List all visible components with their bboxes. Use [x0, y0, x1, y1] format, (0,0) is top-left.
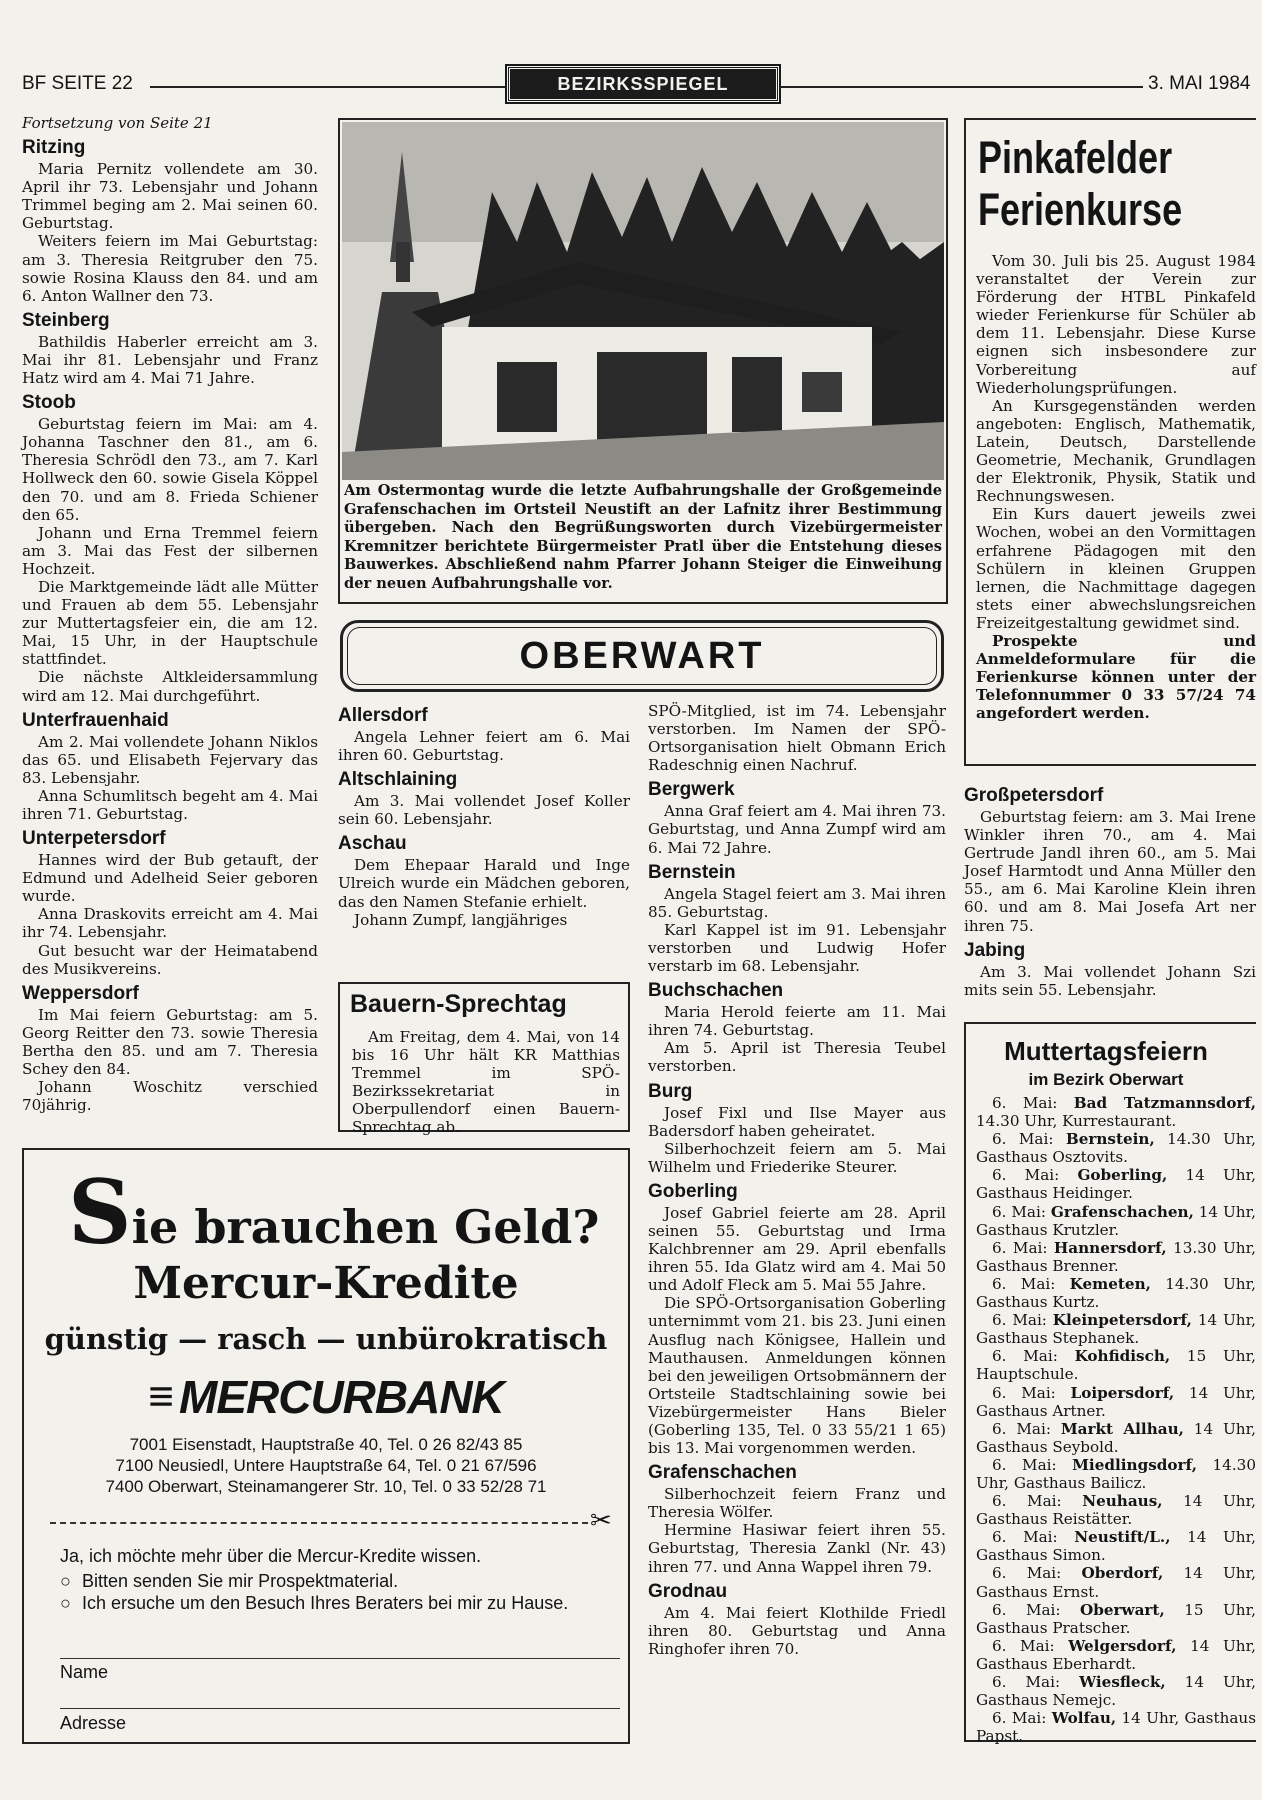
muttertag-entry — [976, 1130, 1256, 1166]
article-heading: Steinberg — [22, 309, 110, 331]
muttertag-entry-rest: 14 Uhr, Gasthaus Krutzler. — [976, 1202, 1256, 1239]
ferienkurse-paragraph: Vom 30. Juli bis 25. August 1984 veranstaltet der Verein zur Förderung der HTBL Pinkafeld wieder Ferienkurse für Schüler ab dem 11. Lebensjahr. Diese Kurse eignen sich insbesondere zur Vorbereitung auf Wiederholungsprüfungen. — [976, 252, 1256, 397]
ad-headline — [68, 1160, 600, 1264]
muttertag-entry-rest: 14.30 Uhr, Gasthaus Kurtz. — [976, 1274, 1256, 1312]
article-paragraph: Dem Ehepaar Harald und Inge Ulreich wurde ein Mädchen geboren, das den Namen Stefanie erhielt. — [338, 856, 630, 911]
muttertag-entry-rest: 14.30 Uhr, Gasthaus Bailicz. — [976, 1455, 1256, 1492]
muttertag-entry-pre: 6. Mai: — [992, 1166, 1078, 1185]
article-paragraph: Geburtstag feiern im Mai: am 4. Johanna Taschner den 81., am 6. Theresia Schrödl den 73., am 7. Karl Hollweck den 60. sowie Gisela Köppel den 70. und am 8. Frieda Schiener den 65. — [22, 415, 318, 524]
ferienkurse-title-line1: Pinkafelder — [978, 132, 1173, 183]
article-paragraph: Angela Lehner feiert am 6. Mai ihren 60. Geburtstag. — [338, 728, 630, 765]
muttertag-entry-rest: 14 Uhr, Gasthaus Simon. — [976, 1528, 1256, 1565]
muttertag-title: Muttertagsfeiern — [1004, 1036, 1208, 1066]
muttertag-entry — [976, 1275, 1256, 1311]
continuation-note: Fortsetzung von Seite 21 — [22, 114, 213, 132]
article-paragraph: Angela Stagel feiert am 3. Mai ihren 85. Geburtstag. — [648, 884, 946, 921]
oberwart-banner — [340, 620, 944, 692]
coupon-option[interactable] — [60, 1592, 620, 1614]
article-paragraph: Johann Zumpf, langjähriges — [354, 910, 568, 929]
muttertag-entry-pre: 6. Mai: — [992, 1347, 1075, 1366]
section-banner — [507, 66, 779, 102]
muttertag-entry-rest: 14 Uhr, Gasthaus Seybold. — [976, 1419, 1257, 1456]
muttertag-entry-place: Grafenschachen, — [1050, 1202, 1194, 1221]
muttertag-entry-rest: 14 Uhr, Gasthaus Stephanek. — [976, 1311, 1256, 1348]
article-heading: Bergwerk — [648, 779, 735, 801]
muttertag-entry — [976, 1384, 1256, 1420]
muttertag-entry-rest: 14 Uhr, Gasthaus Ernst. — [976, 1564, 1256, 1601]
muttertag-entry-place: Markt Allhau, — [1060, 1419, 1184, 1438]
muttertag-entry-rest: 14 Uhr, Gasthaus Papst. — [976, 1709, 1256, 1746]
muttertag-entry — [976, 1420, 1256, 1456]
ferienkurse-box — [964, 118, 1256, 766]
muttertag-entry — [976, 1166, 1256, 1202]
section-title: BEZIRKSSPIEGEL — [557, 73, 729, 94]
issue-date: 3. MAI 1984 — [1148, 73, 1251, 94]
article-heading: Weppersdorf — [22, 982, 139, 1004]
muttertag-entry — [976, 1311, 1256, 1347]
column-2 — [338, 700, 630, 929]
muttertag-box — [964, 1022, 1257, 1746]
article-paragraph: Anna Draskovits erreicht am 4. Mai ihr 74. Lebensjahr. — [22, 905, 318, 942]
article-heading: Ritzing — [22, 137, 86, 159]
muttertag-entry — [976, 1673, 1256, 1709]
article-paragraph: Im Mai feiern Geburtstag: am 5. Georg Reitter den 73. sowie Theresia Bertha den 85. und am 7. Theresia Schey den 84. — [22, 1005, 318, 1079]
muttertag-entry-pre: 6. Mai: — [992, 1673, 1080, 1691]
muttertag-entry-pre: 6. Mai: — [992, 1202, 1051, 1221]
muttertag-entry-pre: 6. Mai: — [992, 1274, 1070, 1293]
chapel-photo — [342, 122, 944, 480]
name-field-underline[interactable] — [60, 1708, 620, 1709]
muttertag-entry-rest: 14 Uhr, Gasthaus Eberhardt. — [976, 1636, 1256, 1673]
article-heading: Unterpetersdorf — [22, 828, 166, 850]
column-3 — [648, 702, 946, 1658]
ferienkurse-contact: Prospekte und Anmeldeformulare für die Ferienkurse können unter der Telefonnummer 0 33 57/24 74 angefordert werden. — [976, 631, 1256, 723]
muttertag-entry-place: Goberling, — [1077, 1166, 1168, 1185]
muttertag-entry-place: Neustift/L., — [1074, 1528, 1171, 1547]
muttertag-entry-rest: 14 Uhr, Gasthaus Nemejc. — [976, 1673, 1256, 1710]
coupon-option-label: Ich ersuche um den Besuch Ihres Beraters bei mir zu Hause. — [82, 1593, 569, 1613]
muttertag-entry-pre: 6. Mai: — [992, 1130, 1066, 1149]
ferienkurse-title-line2: Ferienkurse — [978, 184, 1183, 235]
muttertag-entry — [976, 1637, 1256, 1673]
muttertag-entry-pre: 6. Mai: — [992, 1636, 1069, 1655]
muttertag-entry-place: Kohfidisch, — [1074, 1347, 1171, 1366]
article-paragraph: Johann und Erna Tremmel feiern am 3. Mai das Fest der silbernen Hochzeit. — [22, 523, 318, 578]
muttertag-entry — [976, 1347, 1256, 1383]
muttertag-entry-place: Wiesfleck, — [1079, 1673, 1166, 1691]
muttertag-entry-pre: 6. Mai: — [992, 1238, 1054, 1257]
muttertag-entry-place: Miedlingsdorf, — [1072, 1455, 1197, 1474]
name-field[interactable] — [60, 1658, 620, 1659]
muttertag-entry — [976, 1528, 1256, 1564]
ferienkurse-title — [978, 132, 1182, 236]
muttertag-entry-rest: 14 Uhr, Gasthaus Heidinger. — [976, 1166, 1256, 1203]
article-paragraph: Josef Gabriel feierte am 28. April seinen 55. Geburtstag und Irma Kalchbrenner am 29. April ebenfalls ihren 55. Ida Glatz wird am 4. Mai 50 und Adolf Fleck am 5. Mai 55 Jahre. — [648, 1203, 946, 1295]
article-heading: Grodnau — [648, 1580, 728, 1602]
ad-address: 7100 Neusiedl, Untere Hauptstraße 64, Tel. 0 21 67/596 — [115, 1456, 537, 1475]
muttertag-entry — [976, 1203, 1256, 1239]
muttertag-entry-place: Oberdorf, — [1081, 1564, 1164, 1583]
ferienkurse-paragraph: An Kursgegenständen werden angeboten: Englisch, Mathematik, Latein, Deutsch, Darstellende Geometrie, Mechanik, Grundlagen der Elektronik, Physik, Statik und Rechnungswesen. — [976, 396, 1256, 506]
ferienkurse-body — [976, 252, 1256, 722]
muttertag-entry-pre: 6. Mai: — [992, 1419, 1061, 1438]
bauern-text: Am Freitag, dem 4. Mai, von 14 bis 16 Uhr hält KR Matthias Tremmel im SPÖ-Bezirkssekretariat in Oberpullendorf einen Bauern-Sprechtag ab. — [352, 1028, 620, 1137]
muttertag-entry-pre: 6. Mai: — [992, 1094, 1074, 1112]
coupon-intro: Ja, ich möchte mehr über die Mercur-Kredite wissen. — [60, 1546, 482, 1566]
muttertag-entry-rest: 14.30 Uhr, Kurrestaurant. — [976, 1112, 1177, 1131]
muttertag-entry-rest: 14 Uhr, Gasthaus Artner. — [976, 1383, 1256, 1420]
muttertag-entry-pre: 6. Mai: — [992, 1455, 1073, 1474]
article-paragraph: Hannes wird der Bub getauft, der Edmund und Adelheid Seier geboren wurde. — [22, 851, 318, 906]
article-paragraph: Am 5. April ist Theresia Teubel verstorben. — [648, 1039, 946, 1076]
muttertag-entry-place: Kemeten, — [1069, 1274, 1151, 1293]
muttertag-entry — [976, 1564, 1256, 1600]
photo-caption: Am Ostermontag wurde die letzte Aufbahrungshalle der Großgemeinde Grafenschachen im Ortsteil Neustift an der Lafnitz ihrer Bestimmung übergeben. Nach den Begrüßungsworten durch Vizebürgermeister Kremnitzer berichtete Bürgermeister Pratl über die Entstehung dieses Bauwerkes. Abschließend nahm Pfarrer Johann Steiger die Einweihung der neuen Aufbahrungshalle vor. — [344, 482, 942, 592]
article-paragraph: Karl Kappel ist im 91. Lebensjahr verstorben und Ludwig Hofer verstarb im 68. Lebensjahr. — [648, 920, 946, 976]
muttertag-entry-place: Welgersdorf, — [1068, 1636, 1177, 1655]
article-paragraph: Johann Woschitz verschied 70jährig. — [22, 1078, 318, 1115]
header-rule-left — [150, 86, 506, 88]
checkbox-circle-icon[interactable]: ○ — [60, 1571, 71, 1591]
logo-arrow-icon: ≡ — [148, 1372, 174, 1421]
article-heading: Allersdorf — [338, 705, 428, 726]
muttertag-entry-pre: 6. Mai: — [992, 1383, 1071, 1402]
muttertag-entry — [976, 1239, 1256, 1275]
muttertag-entry-place: Oberwart, — [1080, 1600, 1165, 1619]
address-label: Adresse — [60, 1713, 127, 1733]
muttertag-entry — [976, 1456, 1256, 1492]
article-paragraph: Maria Pernitz vollendete am 30. April ihr 73. Lebensjahr und Johann Trimmel beging am 2. Mai seinen 60. Geburtstag. — [22, 160, 318, 233]
muttertag-subtitle: im Bezirk Oberwart — [1028, 1070, 1184, 1089]
muttertag-entry — [976, 1709, 1256, 1745]
muttertag-entry-rest: 14.30 Uhr, Gasthaus Osztovits. — [976, 1130, 1256, 1167]
muttertag-entry-place: Loipersdorf, — [1070, 1383, 1175, 1402]
muttertag-entry-rest: 13.30 Uhr, Gasthaus Brenner. — [976, 1238, 1256, 1275]
mercurbank-logo — [24, 1370, 628, 1424]
article-paragraph: Anna Graf feiert am 4. Mai ihren 73. Geburtstag, und Anna Zumpf wird am 6. Mai 72 Jahre. — [648, 802, 946, 857]
article-paragraph: Gut besucht war der Heimatabend des Musikvereins. — [22, 941, 318, 978]
muttertag-entry-rest: 15 Uhr, Gasthaus Pratscher. — [976, 1600, 1256, 1637]
muttertag-entry-place: Kleinpetersdorf, — [1052, 1311, 1192, 1330]
ad-addresses — [24, 1434, 628, 1497]
logo-text: MERCURBANK — [179, 1371, 504, 1423]
muttertag-entry-rest: 15 Uhr, Hauptschule. — [976, 1347, 1256, 1384]
article-paragraph: Am 4. Mai feiert Klothilde Friedl ihren 80. Geburtstag und Anna Ringhofer ihren 70. — [648, 1603, 946, 1658]
scissors-icon: ✂ — [590, 1506, 612, 1536]
article-paragraph: Die Marktgemeinde lädt alle Mütter und Frauen ab dem 55. Lebensjahr zur Muttertagsfeier ein, die am 12. Mai, 15 Uhr, in der Hauptschule stattfindet. — [22, 577, 318, 669]
muttertag-entry-pre: 6. Mai: — [992, 1600, 1080, 1619]
muttertag-entry-pre: 6. Mai: — [992, 1528, 1075, 1547]
article-paragraph: Bathildis Haberler erreicht am 3. Mai ihr 81. Lebensjahr und Franz Hatz wird am 4. Mai 71 Jahre. — [22, 332, 318, 388]
muttertag-entry-pre: 6. Mai: — [992, 1564, 1082, 1583]
article-paragraph: Am 3. Mai vollendet Josef Koller sein 60. Lebensjahr. — [338, 792, 630, 829]
article-heading: Altschlaining — [338, 769, 458, 791]
muttertag-entry-place: Bad Tatzmannsdorf, — [1073, 1094, 1256, 1112]
article-heading: Grafenschachen — [648, 1462, 797, 1484]
page-number: BF SEITE 22 — [22, 73, 133, 94]
coupon-cut-line — [50, 1522, 588, 1524]
oberwart-title: OBERWART — [519, 634, 765, 677]
article-heading: Jabing — [964, 939, 1026, 961]
article-paragraph: Die nächste Altkleidersammlung wird am 12. Mai durchgeführt. — [22, 668, 318, 705]
muttertag-list — [976, 1094, 1256, 1745]
ad-headline-cap: S — [68, 1160, 132, 1264]
article-heading: Burg — [648, 1080, 693, 1102]
coupon-option-label: Bitten senden Sie mir Prospektmaterial. — [82, 1571, 399, 1591]
bauern-title: Bauern-Sprechtag — [350, 990, 567, 1018]
article-paragraph: Maria Herold feierte am 11. Mai ihren 74. Geburtstag. — [648, 1003, 946, 1040]
coupon-option[interactable] — [60, 1570, 620, 1592]
column-1 — [22, 114, 318, 1114]
article-paragraph: Josef Fixl und Ilse Mayer aus Badersdorf haben geheiratet. — [648, 1103, 946, 1140]
article-paragraph: Anna Schumlitsch begeht am 4. Mai ihren 71. Geburtstag. — [22, 786, 318, 823]
article-heading: Goberling — [648, 1180, 738, 1202]
ad-address: 7400 Oberwart, Steinamangerer Str. 10, Tel. 0 33 52/28 71 — [105, 1477, 547, 1496]
coupon-options — [60, 1570, 620, 1614]
muttertag-entry-pre: 6. Mai: — [992, 1311, 1053, 1330]
muttertag-entry — [976, 1094, 1256, 1130]
article-paragraph: Am 2. Mai vollendete Johann Niklos das 65. und Elisabeth Fejervary das 83. Lebensjahr. — [22, 732, 318, 787]
ad-headline-rest: ie brauchen Geld? — [131, 1200, 600, 1254]
ad-address: 7001 Eisenstadt, Hauptstraße 40, Tel. 0 26 82/43 85 — [129, 1435, 523, 1454]
article-heading: Buchschachen — [648, 980, 784, 1002]
ferienkurse-paragraph: Ein Kurs dauert jeweils zwei Wochen, wobei an den Vormittagen erfahrene Pädagogen mit den Schülern in kleinen Gruppen lernen, die Nachmittage dagegen stets einer abwechslungsreichen Freizeitgestaltung gewidmet sind. — [976, 505, 1256, 632]
mercur-ad — [22, 1148, 630, 1744]
header-rule-right — [781, 86, 1143, 88]
article-paragraph: Silberhochzeit feiern am 5. Mai Wilhelm und Friederike Steurer. — [648, 1139, 946, 1176]
photo-box — [338, 118, 948, 604]
muttertag-entry-place: Wolfau, — [1051, 1709, 1117, 1728]
article-paragraph: Geburtstag feiern: am 3. Mai Irene Winkler ihren 70., am 4. Mai Gertrude Jandl ihren 60., am 5. Mai Josef Harmtodt und Anna Müller den 55., am 6. Mai Karoline Klein ihren 60. und am 8. Mai Josefa Art ner ihren 75. — [964, 808, 1256, 935]
muttertag-entry-pre: 6. Mai: — [992, 1492, 1083, 1511]
article-heading: Aschau — [338, 833, 407, 855]
muttertag-entry — [976, 1492, 1256, 1528]
muttertag-entry-place: Hannersdorf, — [1053, 1238, 1167, 1257]
muttertag-entry-place: Bernstein, — [1065, 1130, 1155, 1149]
muttertag-entry-place: Neuhaus, — [1082, 1492, 1163, 1511]
article-paragraph: Die SPÖ-Ortsorganisation Goberling unternimmt vom 21. bis 23. Juni einen Ausflug nach Königsee, Hallein und Mauthausen. Anmeldungen können bei den jeweiligen Ortsobmännern der Ortsteile Stadtschlaining sowie bei Vizebürgermeister Hans Bieler (Goberling 135, Tel. 0 33 55/21 1 65) bis 13. Mai vorgenommen werden. — [648, 1294, 946, 1458]
article-paragraph: Am 3. Mai vollendet Johann Szi mits sein 55. Lebensjahr. — [964, 962, 1256, 999]
article-heading: Großpetersdorf — [964, 785, 1104, 806]
article-heading: Bernstein — [648, 861, 736, 883]
article-paragraph: Weiters feiern im Mai Geburtstag: am 3. Theresia Reitgruber den 75. sowie Rosina Klauss den 84. und am 6. Anton Wallner den 73. — [22, 232, 318, 305]
ad-line2: Mercur-Kredite — [133, 1258, 519, 1309]
column-4 — [964, 780, 1256, 999]
article-heading: Unterfrauenhaid — [22, 709, 169, 731]
muttertag-entry-pre: 6. Mai: — [992, 1709, 1052, 1728]
name-label: Name — [60, 1662, 109, 1682]
article-paragraph: Silberhochzeit feiern Franz und Theresia Wölfer. — [648, 1485, 946, 1522]
article-paragraph: Hermine Hasiwar feiert ihren 55. Geburtstag, Theresia Zankl (Nr. 43) ihren 77. und Anna Wappel ihren 79. — [648, 1521, 946, 1576]
ad-line3: günstig — rasch — unbürokratisch — [44, 1322, 608, 1356]
bauern-box — [338, 982, 630, 1137]
checkbox-circle-icon[interactable]: ○ — [60, 1593, 71, 1613]
article-heading: Stoob — [22, 392, 76, 414]
continued-paragraph: SPÖ-Mitglied, ist im 74. Lebensjahr verstorben. Im Namen der SPÖ-Ortsorganisation hielt Obmann Erich Radeschnig einen Nachruf. — [648, 702, 946, 775]
muttertag-entry — [976, 1601, 1256, 1637]
muttertag-entry-rest: 14 Uhr, Gasthaus Reistätter. — [976, 1492, 1256, 1529]
